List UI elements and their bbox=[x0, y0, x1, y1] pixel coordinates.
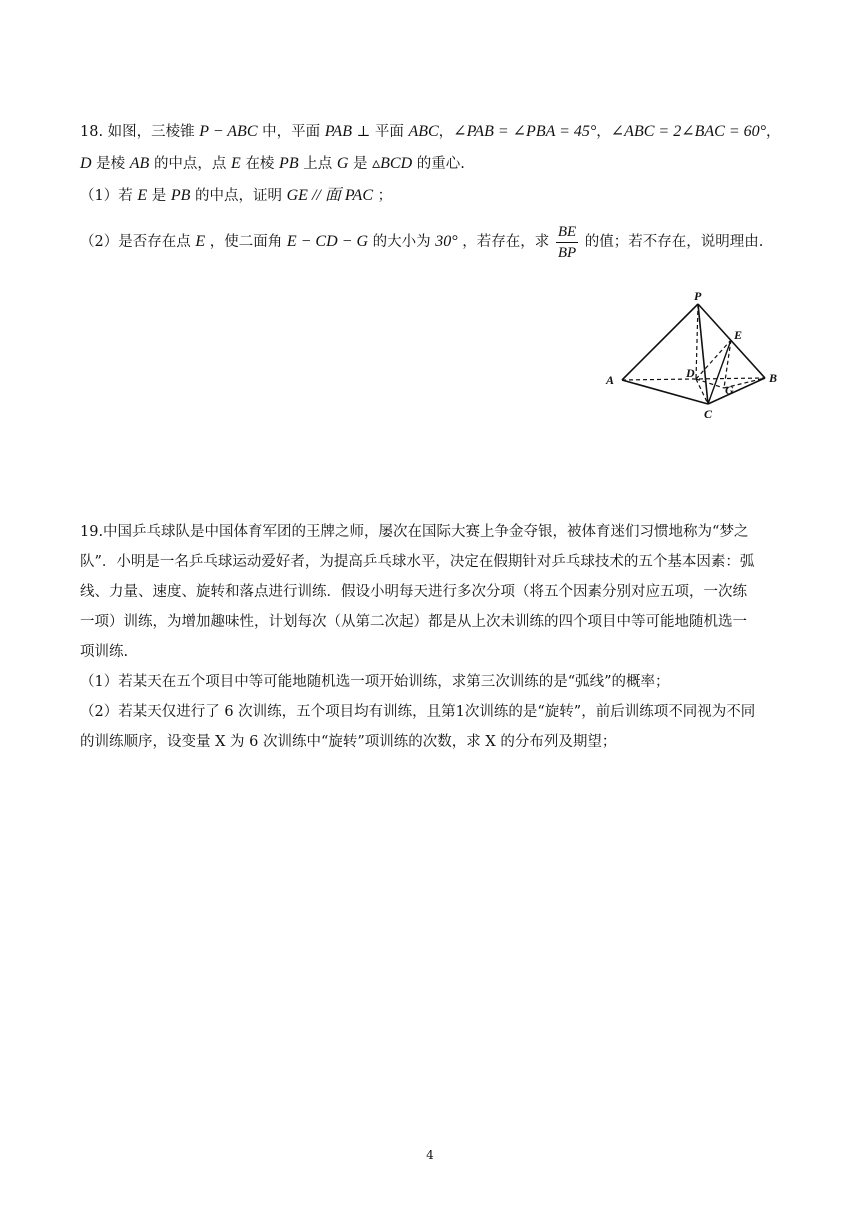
label-e: E bbox=[734, 328, 743, 342]
q18-math: 30° bbox=[435, 233, 458, 250]
q18-part-2 bbox=[80, 220, 763, 264]
q18-part-1 bbox=[80, 186, 392, 206]
q18-text: （2）是否存在点 bbox=[80, 234, 191, 250]
q18-text: 的重心. bbox=[416, 156, 465, 172]
q18-text: ⊥ 平面 bbox=[356, 124, 404, 140]
q18-text: 是 bbox=[352, 156, 368, 172]
q18-text: 的值；若不存在，说明理由. bbox=[584, 234, 764, 250]
q18-math: PB bbox=[170, 187, 191, 204]
q18-text: 的大小为 bbox=[372, 234, 431, 250]
pyramid-figure bbox=[600, 288, 790, 420]
q19-part-2-line-2: 的训练顺序，设变量 X 为 6 次训练中“旋转”项训练的次数，求 X 的分布列及期望； bbox=[80, 734, 617, 750]
q18-math: E bbox=[195, 233, 206, 250]
q18-math: D bbox=[80, 155, 92, 172]
q18-math: ABC bbox=[408, 123, 439, 140]
q19-line-3: 线、力量、速度、旋转和落点进行训练．假设小明每天进行多次分项（将五个因素分别对应五项，一次练 bbox=[80, 584, 747, 600]
segment-pd-hidden bbox=[696, 304, 698, 379]
q18-text: 在棱 bbox=[245, 156, 275, 172]
q18-text: （1）若 bbox=[80, 188, 133, 204]
q18-text: 的中点，证明 bbox=[195, 188, 282, 204]
label-d: D bbox=[686, 366, 695, 380]
fraction-denominator: BP bbox=[557, 244, 577, 261]
q18-math: ∠ABC = 2∠BAC = 60° bbox=[610, 123, 767, 140]
q18-text: ， bbox=[596, 124, 611, 140]
q18-math: ▵BCD bbox=[372, 155, 413, 172]
q18-math: E bbox=[137, 187, 148, 204]
q19-line-2: 队”．小明是一名乒乓球运动爱好者，为提高乒乓球水平，决定在假期针对乒乓球技术的五个基本因素：弧 bbox=[80, 554, 755, 570]
page-number: 4 bbox=[426, 1148, 434, 1162]
fraction-be-bp bbox=[556, 222, 578, 263]
q19-line-4: 一项）训练，为增加趣味性，计划每次（从第二次起）都是从上次未训练的四个项目中等可能地随机选一 bbox=[80, 614, 747, 630]
q18-text: ，使二面角 bbox=[209, 234, 283, 250]
label-b: B bbox=[769, 371, 778, 385]
q18-text: ， bbox=[766, 124, 781, 140]
q18-math: E − CD − G bbox=[286, 233, 368, 250]
q18-line-2 bbox=[80, 154, 465, 174]
q18-math: E bbox=[231, 155, 241, 172]
edge-pb bbox=[698, 304, 765, 378]
q18-math: GE // 面 PAC bbox=[286, 187, 373, 204]
q18-line-1 bbox=[80, 122, 781, 142]
q19-part-2-line-1: （2）若某天仅进行了 6 次训练，五个项目均有训练，且第1次训练的是“旋转”，前后训练项不同视为不同 bbox=[80, 704, 756, 720]
q18-math: P − ABC bbox=[199, 123, 258, 140]
q18-math: PAB bbox=[324, 123, 352, 140]
q18-text: 上点 bbox=[303, 156, 333, 172]
edge-ac bbox=[622, 380, 708, 404]
q18-math: G bbox=[336, 155, 349, 172]
edge-pc bbox=[698, 304, 708, 404]
q18-text: 是 bbox=[151, 188, 167, 204]
label-a: A bbox=[606, 373, 615, 387]
q18-math: AB bbox=[129, 155, 150, 172]
q18-text: 是棱 bbox=[96, 156, 126, 172]
label-g: G bbox=[725, 383, 734, 397]
q18-text: ，若存在，求 bbox=[462, 234, 550, 250]
q18-text: ， bbox=[438, 124, 454, 140]
segment-de-hidden bbox=[696, 340, 731, 379]
q19-line-5: 项训练. bbox=[80, 644, 129, 660]
q18-text: ； bbox=[377, 188, 393, 204]
q18-text: 18. 如图，三棱锥 bbox=[80, 124, 195, 140]
label-p: P bbox=[694, 289, 702, 303]
fraction-numerator: BE bbox=[556, 222, 578, 243]
q19-line-1: 19.中国乒乓球队是中国体育军团的王牌之师，屡次在国际大赛上争金夺银，被体育迷们习惯地称为“梦之 bbox=[80, 524, 749, 540]
label-c: C bbox=[704, 407, 713, 420]
q18-math: ∠PAB = ∠PBA = 45° bbox=[453, 123, 597, 140]
q18-text: 中，平面 bbox=[262, 124, 321, 140]
q18-math: PB bbox=[279, 155, 299, 172]
q18-text: 的中点，点 bbox=[153, 156, 227, 172]
q19-part-1: （1）若某天在五个项目中等可能地随机选一项开始训练，求第三次训练的是“弧线”的概率； bbox=[80, 674, 670, 690]
